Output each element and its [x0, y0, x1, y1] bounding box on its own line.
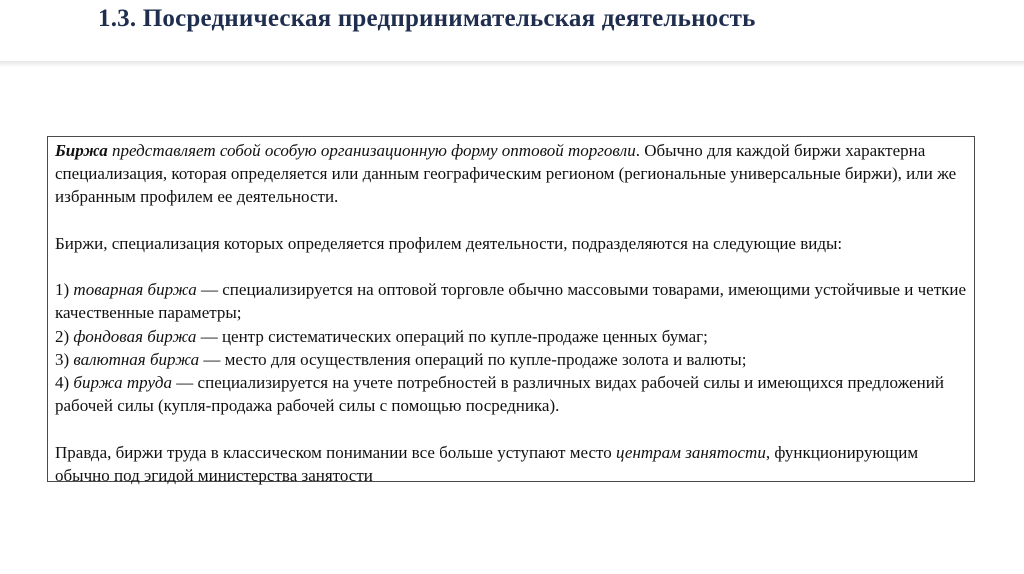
- spacer: [55, 255, 967, 278]
- type-item-currency: [55, 348, 967, 371]
- intro-rest: . Обычно для каждой биржи характерна специализация, которая определяется или данным географическим регионом (региональные универсальные биржи), или же избранным профилем ее деятельности.: [55, 141, 957, 207]
- type-name: товарная биржа: [73, 280, 197, 300]
- types-intro: Биржи, специализация которых определяется профилем деятельности, подразделяются на следующие виды:: [55, 233, 843, 253]
- type-description: — специализируется на учете потребностей в различных видах рабочей силы и имеющихся предложений рабочей силы (купля-продажа рабочей силы с помощью посредника).: [55, 373, 944, 416]
- type-number: 2): [55, 326, 74, 346]
- conclusion-paragraph: [55, 441, 967, 487]
- type-item-labor: [55, 371, 967, 417]
- type-description: — место для осуществления операций по купле-продаже золота и валюты;: [199, 349, 747, 369]
- type-number: 4): [55, 373, 74, 392]
- type-name: фондовая биржа: [73, 326, 197, 346]
- page-title: 1.3. Посредническая предпринимательская деятельность: [98, 5, 756, 32]
- title-divider: [0, 61, 1024, 67]
- type-number: 1): [55, 280, 74, 300]
- conclusion-before: Правда, биржи труда в классическом понимании все больше уступают место: [55, 442, 616, 462]
- type-name: валютная биржа: [73, 349, 200, 369]
- intro-italic-text: представляет собой особую организационную форму оптовой торговли: [107, 141, 636, 160]
- type-number: 3): [55, 349, 74, 369]
- type-name: биржа труда: [73, 373, 173, 392]
- conclusion-after: , функционирующим обычно под эгидой министерства занятости: [55, 442, 919, 485]
- type-item-commodity: [55, 278, 967, 324]
- conclusion-italic: центрам занятости: [615, 442, 766, 462]
- intro-term: Биржа: [55, 141, 108, 160]
- content-box: [47, 136, 975, 485]
- spacer: [55, 209, 967, 232]
- type-description: — специализируется на оптовой торговле обычно массовыми товарами, имеющими устойчивые и четкие качественные параметры;: [55, 280, 967, 323]
- spacer: [55, 417, 967, 440]
- type-item-stock: [55, 325, 967, 348]
- type-description: — центр систематических операций по купле-продаже ценных бумаг;: [196, 326, 708, 346]
- intro-paragraph: [55, 139, 967, 209]
